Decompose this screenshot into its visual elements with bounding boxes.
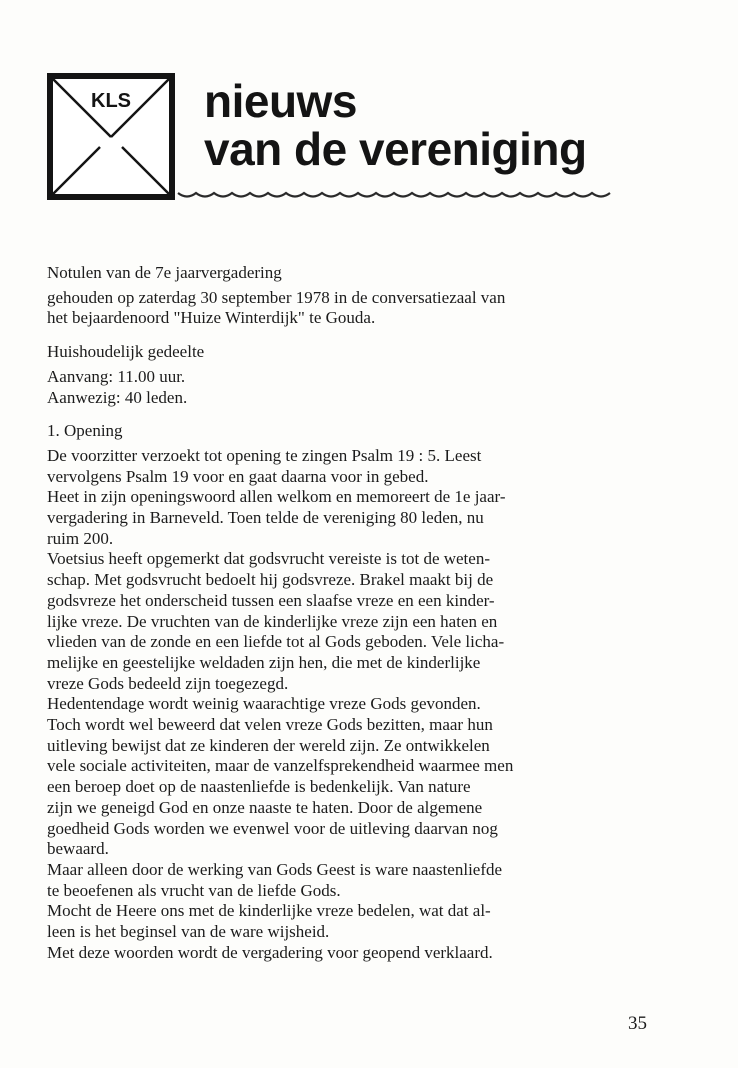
body-line: het bejaardenoord "Huize Winterdijk" te Gouda.	[47, 308, 376, 328]
body-line: vergadering in Barneveld. Toen telde de vereniging 80 leden, nu	[47, 508, 484, 528]
body-line: leen is het beginsel van de ware wijsheid.	[47, 922, 330, 942]
body-line: schap. Met godsvrucht bedoelt hij godsvreze. Brakel maakt bij de	[47, 570, 494, 590]
body-line: goedheid Gods worden we evenwel voor de uitleving daarvan nog	[47, 818, 498, 838]
body-line: lijke vreze. De vruchten van de kinderlijke vreze zijn een haten en	[47, 611, 498, 631]
page-number: 35	[628, 1013, 647, 1034]
body-line: Mocht de Heere ons met de kinderlijke vreze bedelen, wat dat al-	[47, 901, 491, 921]
body-line: vlieden van de zonde en een liefde tot al Gods geboden. Vele licha-	[47, 632, 505, 652]
section-body-notulen	[47, 288, 657, 329]
body-line: Aanvang: 11.00 uur.	[47, 366, 186, 386]
section-heading-notulen: Notulen van de 7e jaarvergadering	[47, 263, 282, 282]
body-line: Hedentendage wordt weinig waarachtige vreze Gods gevonden.	[47, 694, 481, 714]
body-line: vreze Gods bedeeld zijn toegezegd.	[47, 673, 289, 693]
body-line: gehouden op zaterdag 30 september 1978 in de conversatiezaal van	[47, 287, 506, 307]
body-line: De voorzitter verzoekt tot opening te zingen Psalm 19 : 5. Leest	[47, 445, 482, 465]
body-line: Toch wordt wel beweerd dat velen vreze Gods bezitten, maar hun	[47, 715, 493, 735]
title-line-1: nieuws	[204, 75, 357, 127]
body-line: uitleving bewijst dat ze kinderen der wereld zijn. Ze ontwikkelen	[47, 735, 490, 755]
kls-envelope-logo	[47, 73, 175, 200]
article-body	[47, 263, 657, 977]
section-heading-huishoudelijk: Huishoudelijk gedeelte	[47, 342, 205, 362]
body-line: Heet in zijn openingswoord allen welkom en memoreert de 1e jaar-	[47, 487, 506, 507]
envelope-icon	[47, 73, 175, 200]
body-line: te beoefenen als vrucht van de liefde Gods.	[47, 880, 341, 900]
section-body-huishoudelijk	[47, 367, 657, 408]
logo-text: KLS	[91, 90, 131, 112]
wavy-underline	[176, 190, 628, 202]
body-line: bewaard.	[47, 839, 109, 859]
body-line: melijke en geestelijke weldaden zijn hen, die met de kinderlijke	[47, 652, 481, 672]
body-line: vele sociale activiteiten, maar de vanzelfsprekendheid waarmee men	[47, 756, 514, 776]
section-heading-opening: 1. Opening	[47, 421, 123, 441]
body-line: Maar alleen door de werking van Gods Geest is ware naastenliefde	[47, 859, 503, 879]
page-title	[204, 77, 587, 173]
body-line: zijn we geneigd God en onze naaste te haten. Door de algemene	[47, 797, 483, 817]
title-line-2: van de vereniging	[204, 123, 587, 175]
body-line: ruim 200.	[47, 528, 114, 548]
body-line: Voetsius heeft opgemerkt dat godsvrucht vereiste is tot de weten-	[47, 549, 490, 569]
body-line: godsvreze het onderscheid tussen een slaafse vreze en een kinder-	[47, 590, 495, 610]
body-line: vervolgens Psalm 19 voor en gaat daarna voor in gebed.	[47, 466, 429, 486]
body-line: Aanwezig: 40 leden.	[47, 387, 188, 407]
section-body-opening	[47, 446, 657, 964]
body-line: Met deze woorden wordt de vergadering voor geopend verklaard.	[47, 942, 493, 962]
body-line: een beroep doet op de naastenliefde is bedenkelijk. Van nature	[47, 777, 471, 797]
